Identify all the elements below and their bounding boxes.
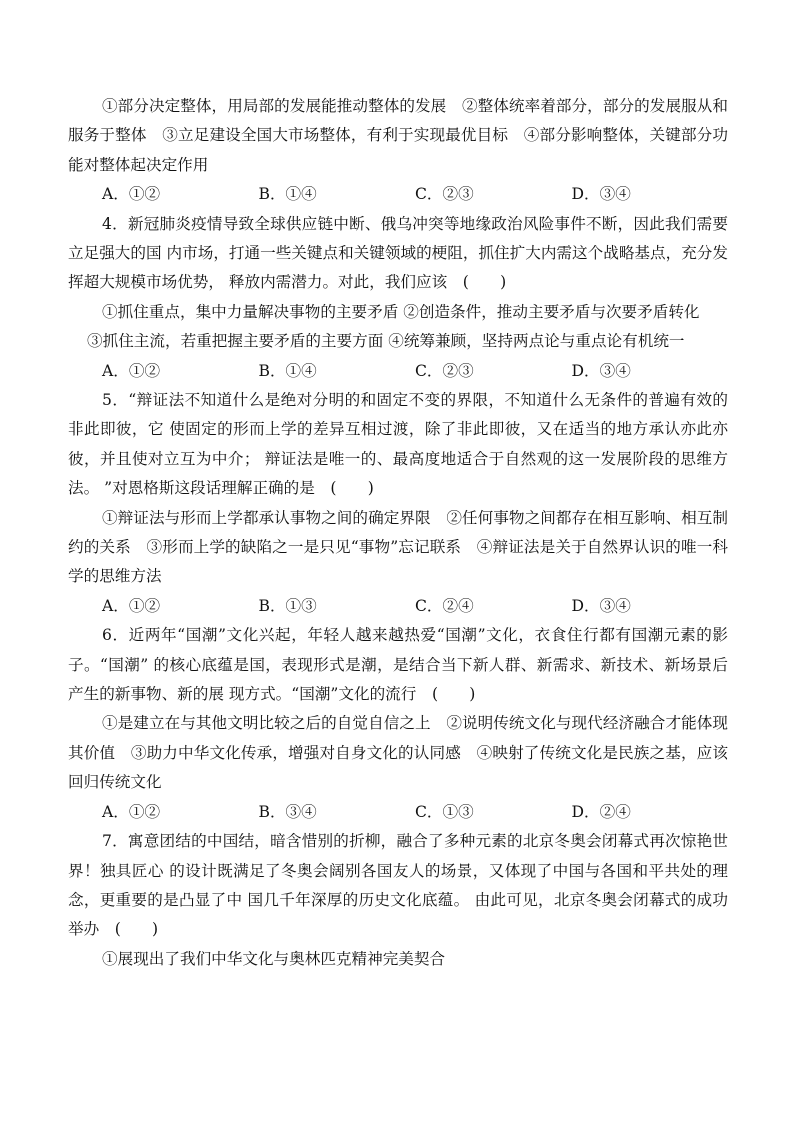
q5-options: [68, 592, 728, 621]
q3-option-d: D．③④: [571, 185, 631, 204]
q4-option-c: C．②③: [415, 361, 474, 380]
q4-choice-line-2: ③抓住主流，若重把握主要矛盾的主要方面 ④统筹兼顾，坚持两点论与重点论有机统一: [87, 332, 685, 351]
q4-stem: 4．新冠肺炎疫情导致全球供应链中断、俄乌冲突等地缘政治风险事件不断，因此我们需要立足强大的国 内市场，打通一些关键点和关键领域的梗阻，抓住扩大内需这个战略基点，充分发挥超大规模市场优势， 释放内需潜力。对此，我们应该 ( ): [68, 214, 728, 292]
q4-options: [68, 357, 728, 386]
exam-page: [68, 92, 728, 974]
q5-option-b: B．①③: [258, 596, 317, 615]
q4-option-a: A．①②: [102, 361, 161, 380]
q5-stem: 5．“辩证法不知道什么是绝对分明的和固定不变的界限，不知道什么无条件的普遍有效的非此即彼，它 使固定的形而上学的差异互相过渡，除了非此即彼，又在适当的地方承认亦此亦彼，并且使对立互为中介； 辩证法是唯一的、最高度地适合于自然观的这一发展阶段的思维方法。 ”对恩格斯这段话理解正确的是 ( ): [68, 391, 728, 498]
q3-choices: ①部分决定整体，用局部的发展能推动整体的发展 ②整体统率着部分，部分的发展服从和服务于整体 ③立足建设全国大市场整体，有利于实现最优目标 ④部分影响整体，关键部分功能对整体起决定作用: [68, 97, 728, 174]
q7-choice-line-1: ①展现出了我们中华文化与奥林匹克精神完美契合: [102, 949, 446, 968]
q4-option-d: D．③④: [571, 361, 631, 380]
q6-choices: ①是建立在与其他文明比较之后的自觉自信之上 ②说明传统文化与现代经济融合才能体现其价值 ③助力中华文化传承，增强对自身文化的认同感 ④映射了传统文化是民族之基，应该回归传统文化: [68, 714, 728, 792]
q6-option-b: B．③④: [258, 802, 317, 821]
q5-option-c: C．②④: [415, 596, 474, 615]
q5-option-d: D．③④: [571, 596, 631, 615]
q3-option-a: A．①②: [102, 185, 161, 204]
q3-option-b: B．①④: [258, 185, 317, 204]
q4-choice-line-1: ①抓住重点，集中力量解决事物的主要矛盾 ②创造条件，推动主要矛盾与次要矛盾转化: [102, 302, 700, 321]
q6-stem: 6．近两年“国潮”文化兴起，年轻人越来越热爱“国潮”文化，衣食住行都有国潮元素的影子。“国潮” 的核心底蕴是国，表现形式是潮，是结合当下新人群、新需求、新技术、新场景后产生的新事物、新的展 现方式。“国潮”文化的流行 ( ): [68, 626, 728, 704]
q5-option-a: A．①②: [102, 596, 161, 615]
q7-stem: 7．寓意团结的中国结，暗含惜别的折柳，融合了多种元素的北京冬奥会闭幕式再次惊艳世界！独具匠心 的设计既满足了冬奥会阔别各国友人的场景，又体现了中国与各国和平共处的理念，更重要的是凸显了中 国几千年深厚的历史文化底蕴。 由此可见，北京冬奥会闭幕式的成功举办 ( ): [68, 832, 728, 939]
q6-options: [68, 798, 728, 827]
q4-option-b: B．①④: [258, 361, 317, 380]
q6-option-d: D．②④: [571, 802, 631, 821]
q5-choices: ①辩证法与形而上学都承认事物之间的确定界限 ②任何事物之间都存在相互影响、相互制约的关系 ③形而上学的缺陷之一是只见“事物”忘记联系 ④辩证法是关于自然界认识的唯一科学的思维方法: [68, 508, 728, 586]
q3-options: [68, 180, 728, 209]
q3-option-c: C．②③: [415, 185, 474, 204]
q6-option-a: A．①②: [102, 802, 161, 821]
q6-option-c: C．①③: [415, 802, 474, 821]
